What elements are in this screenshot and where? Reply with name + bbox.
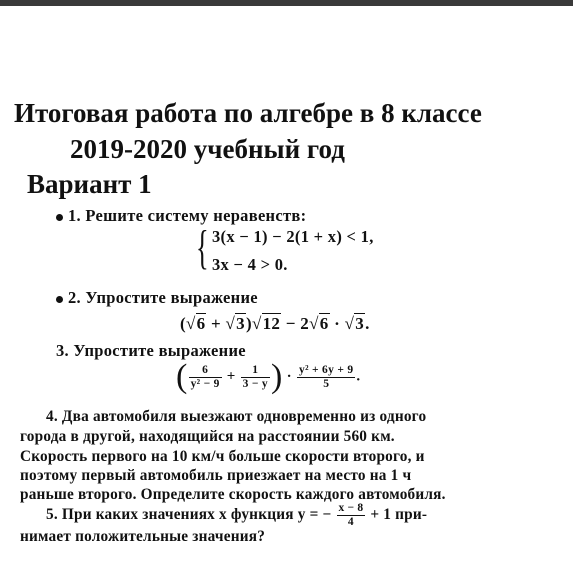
denominator: 3 − y <box>242 377 268 390</box>
sqrt-3: √3 <box>225 314 245 333</box>
bullet-icon <box>56 214 63 221</box>
numerator: y² + 6y + 9 <box>299 363 354 376</box>
fraction-2 <box>241 364 270 391</box>
plus-sign: + <box>206 314 226 333</box>
variant-heading: Вариант 1 <box>27 169 152 199</box>
task-1-system <box>196 221 436 278</box>
sqrt-6b: √6 <box>309 314 329 333</box>
sqrt-3b: √3 <box>344 314 365 333</box>
top-bar <box>0 0 573 6</box>
task-5-fraction <box>337 502 366 529</box>
task-1-text <box>56 206 306 226</box>
paren-close: ) <box>270 358 283 395</box>
task-2-text <box>56 288 258 308</box>
paren-open: ( <box>180 314 186 333</box>
numerator: 6 <box>189 364 222 378</box>
sqrt-6: √6 <box>185 314 206 333</box>
minus-two: − 2 <box>281 314 310 333</box>
task-2-label: 2. Упростите выражение <box>68 288 258 307</box>
inequality-2: 3x − 4 > 0. <box>212 255 288 274</box>
sqrt-12: √12 <box>251 314 281 333</box>
task-4-line-4: поэтому первый автомобиль приезжает на место на 1 ч <box>20 467 412 484</box>
task-1-label: 1. Решите систему неравенств: <box>68 206 307 225</box>
task-5-suffix: + 1 при- <box>370 506 428 524</box>
radicand: 3 <box>355 314 365 333</box>
task-2-expression <box>180 314 370 334</box>
task-5-line-1 <box>46 502 427 529</box>
denominator: 5 <box>323 377 330 390</box>
period: . <box>356 368 361 385</box>
denominator: y² − 9 <box>190 377 220 390</box>
fraction-1 <box>189 364 222 391</box>
task-3-text: 3. Упростите выражение <box>56 341 246 360</box>
title-line-1: Итоговая работа по алгебре в 8 классе <box>14 98 482 128</box>
radicand: 3 <box>236 314 245 333</box>
task-4-line-3: Скорость первого на 10 км/ч больше скорости второго, и <box>20 448 425 465</box>
plus-sign: + <box>226 368 236 385</box>
brace-icon: { <box>196 221 209 274</box>
task-3-expression <box>176 358 361 395</box>
dot-sign: · <box>286 368 292 385</box>
numerator: 1 <box>241 364 270 378</box>
inequality-1: 3(x − 1) − 2(1 + x) < 1, <box>212 227 374 246</box>
fraction-3 <box>297 364 355 391</box>
paren-close: ) <box>245 314 252 333</box>
period: . <box>365 314 370 333</box>
task-4-line-1: 4. Два автомобиля выезжают одновременно из одного <box>46 408 427 425</box>
radicand: 6 <box>319 314 329 333</box>
denominator: 4 <box>347 516 354 528</box>
bullet-icon <box>56 296 63 303</box>
title-line-2: 2019-2020 учебный год <box>70 134 345 164</box>
task-4-line-2: города в другой, находящийся на расстоянии 560 км. <box>20 428 395 445</box>
radicand: 6 <box>196 314 206 333</box>
paren-open: ( <box>176 358 188 395</box>
task-5-line-2: нимает положительные значения? <box>20 528 266 545</box>
task-4-line-5: раньше второго. Определите скорость каждого автомобиля. <box>20 486 446 503</box>
task-5-prefix: 5. При каких значениях x функция y = − <box>46 506 332 524</box>
radicand: 12 <box>262 314 281 333</box>
numerator: x − 8 <box>338 502 364 514</box>
dot-sign: · <box>329 314 345 333</box>
